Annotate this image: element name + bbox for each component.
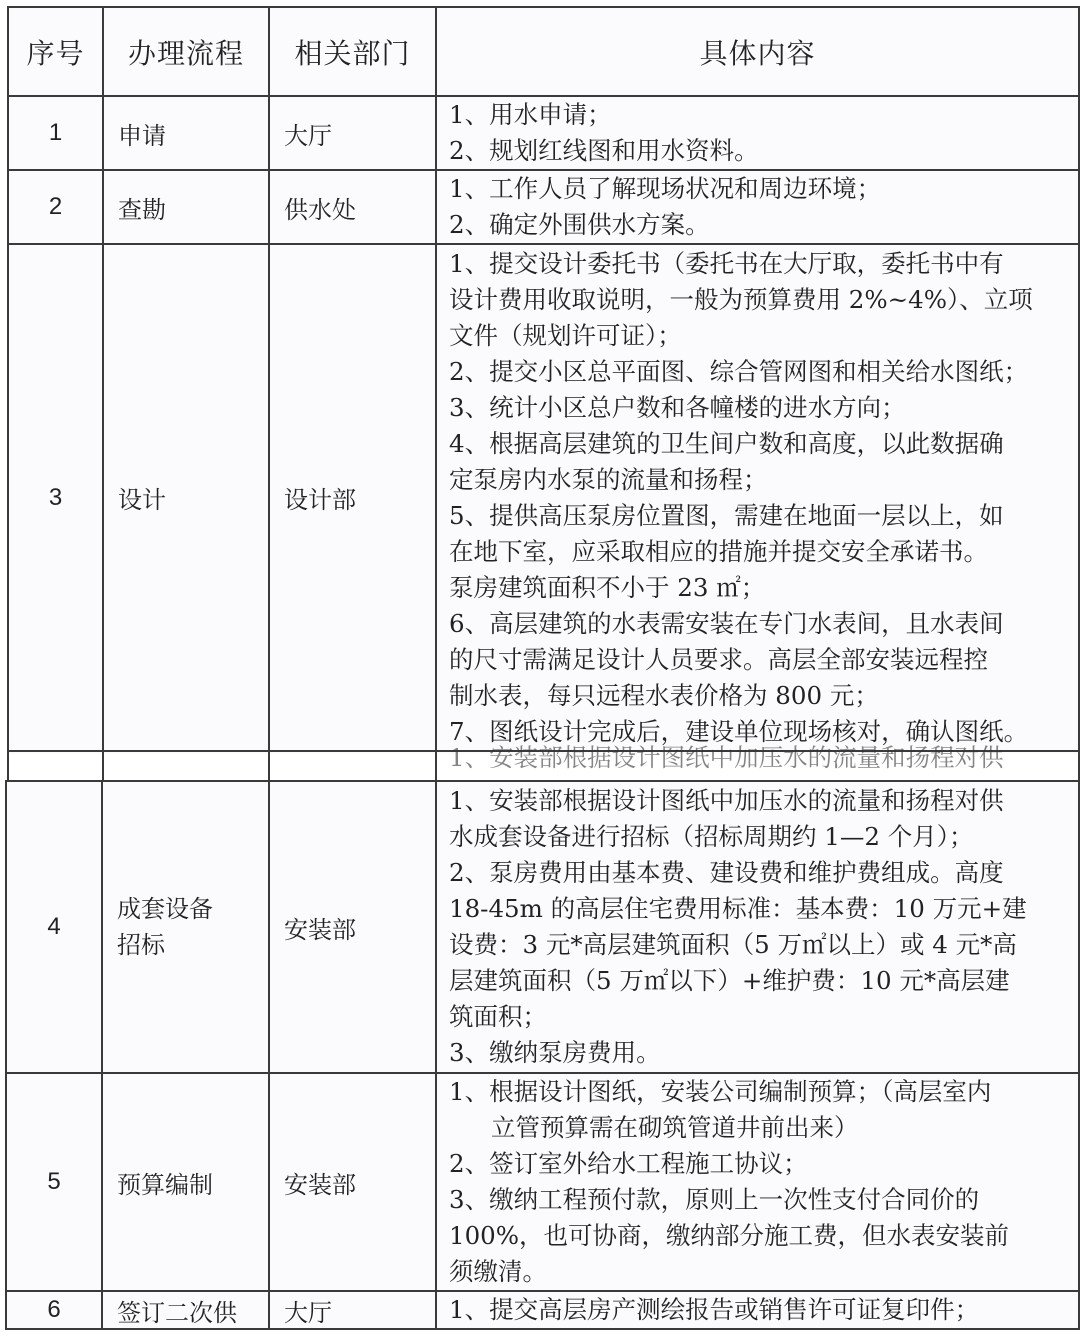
content-line: 设费：3 元*高层建筑面积（5 万㎡以上）或 4 元*高 bbox=[449, 930, 1017, 959]
table-row bbox=[6, 1291, 1079, 1329]
table-segment-1 bbox=[7, 6, 1080, 772]
row-content bbox=[436, 244, 1079, 751]
row-content bbox=[436, 1291, 1079, 1329]
table-row bbox=[6, 781, 1079, 1073]
content-line: 2、确定外围供水方案。 bbox=[449, 210, 710, 239]
table-header-row bbox=[8, 7, 1079, 96]
table-row bbox=[8, 244, 1079, 751]
row-dept: 大厅 bbox=[269, 96, 436, 170]
content-line: 的尺寸需满足设计人员要求。高层全部安装远程控 bbox=[449, 644, 988, 674]
content-line: 立管预算需在砌筑管道井前出来） bbox=[491, 1113, 859, 1142]
row-step: 设计 bbox=[103, 244, 269, 751]
row-step: 申请 bbox=[103, 96, 269, 170]
header-no: 序号 bbox=[8, 7, 103, 96]
row-step: 查勘 bbox=[103, 170, 269, 244]
row-no: 4 bbox=[6, 781, 102, 1073]
content-line: 5、提供高压泵房位置图，需建在地面一层以上，如 bbox=[449, 500, 1004, 530]
content-line: 18-45m 的高层住宅费用标准：基本费：10 万元+建 bbox=[449, 894, 1027, 923]
content-line: 2、规划红线图和用水资料。 bbox=[449, 136, 759, 165]
row-no: 3 bbox=[8, 244, 103, 751]
content-line: 2、签订室外给水工程施工协议； bbox=[449, 1149, 808, 1178]
content-line: 1、根据设计图纸，安装公司编制预算；（高层室内 bbox=[449, 1077, 992, 1106]
content-line: 7、图纸设计完成后，建设单位现场核对，确认图纸。 bbox=[449, 716, 1029, 746]
content-line: 须缴清。 bbox=[449, 1257, 547, 1286]
content-line: 定泵房内水泵的流量和扬程； bbox=[449, 464, 768, 494]
header-step: 办理流程 bbox=[103, 7, 269, 96]
row-dept: 设计部 bbox=[269, 244, 436, 751]
content-line: 6、高层建筑的水表需安装在专门水表间，且水表间 bbox=[449, 608, 1004, 638]
row-no: 6 bbox=[6, 1291, 102, 1329]
content-line: 层建筑面积（5 万㎡以下）+维护费：10 元*高层建 bbox=[449, 966, 1010, 995]
row-dept: 安装部 bbox=[269, 781, 436, 1073]
cut-preview-text: 1、安装部根据设计图纸中加压水的流量和扬程对供 bbox=[449, 743, 1004, 772]
row-content bbox=[436, 781, 1079, 1073]
process-table-part-1 bbox=[7, 6, 1080, 792]
row-step bbox=[102, 781, 269, 1073]
content-line: 水成套设备进行招标（招标周期约 1—2 个月）； bbox=[449, 822, 974, 851]
step-line: 招标 bbox=[117, 931, 165, 959]
content-line: 1、工作人员了解现场状况和周边环境； bbox=[449, 174, 882, 203]
content-line: 3、缴纳工程预付款，原则上一次性支付合同价的 bbox=[449, 1185, 980, 1214]
header-dept: 相关部门 bbox=[269, 7, 436, 96]
row-dept: 大厅 bbox=[269, 1291, 436, 1329]
content-line: 泵房建筑面积不小于 23 ㎡； bbox=[449, 572, 766, 602]
row-step: 签订二次供 bbox=[102, 1291, 269, 1329]
content-line: 1、安装部根据设计图纸中加压水的流量和扬程对供 bbox=[449, 786, 1004, 815]
content-line: 2、泵房费用由基本费、建设费和维护费组成。高度 bbox=[449, 858, 1004, 887]
row-content bbox=[436, 1073, 1079, 1291]
row-content bbox=[436, 96, 1079, 170]
row-no: 2 bbox=[8, 170, 103, 244]
content-line: 100%，也可协商，缴纳部分施工费，但水表安装前 bbox=[449, 1221, 1010, 1250]
table-row bbox=[8, 96, 1079, 170]
row-content bbox=[436, 170, 1079, 244]
content-line: 1、提交高层房产测绘报告或销售许可证复印件； bbox=[449, 1295, 980, 1324]
row-dept: 安装部 bbox=[269, 1073, 436, 1291]
content-line: 筑面积； bbox=[449, 1002, 547, 1031]
row-no: 1 bbox=[8, 96, 103, 170]
content-line: 3、统计小区总户数和各幢楼的进水方向； bbox=[449, 392, 906, 422]
content-line: 1、用水申请； bbox=[449, 100, 612, 129]
header-content: 具体内容 bbox=[436, 7, 1079, 96]
row-dept: 供水处 bbox=[269, 170, 436, 244]
content-line: 2、提交小区总平面图、综合管网图和相关给水图纸； bbox=[449, 356, 1029, 386]
content-line: 4、根据高层建筑的卫生间户数和高度，以此数据确 bbox=[449, 428, 1004, 458]
content-line: 文件（规划许可证）； bbox=[449, 320, 682, 350]
step-line: 成套设备 bbox=[117, 895, 213, 923]
content-line: 设计费用收取说明，一般为预算费用 2%~4%）、立项 bbox=[449, 284, 1033, 314]
table-row bbox=[6, 1073, 1079, 1291]
content-line: 在地下室，应采取相应的措施并提交安全承诺书。 bbox=[449, 536, 988, 566]
content-line: 1、提交设计委托书（委托书在大厅取，委托书中有 bbox=[449, 248, 1004, 278]
row-step: 预算编制 bbox=[102, 1073, 269, 1291]
table-segment-2 bbox=[5, 780, 1080, 1329]
process-table-part-2 bbox=[5, 780, 1080, 1330]
table-row bbox=[8, 170, 1079, 244]
row-no: 5 bbox=[6, 1073, 102, 1291]
content-line: 3、缴纳泵房费用。 bbox=[449, 1038, 661, 1067]
content-line: 制水表，每只远程水表价格为 800 元； bbox=[449, 680, 879, 710]
